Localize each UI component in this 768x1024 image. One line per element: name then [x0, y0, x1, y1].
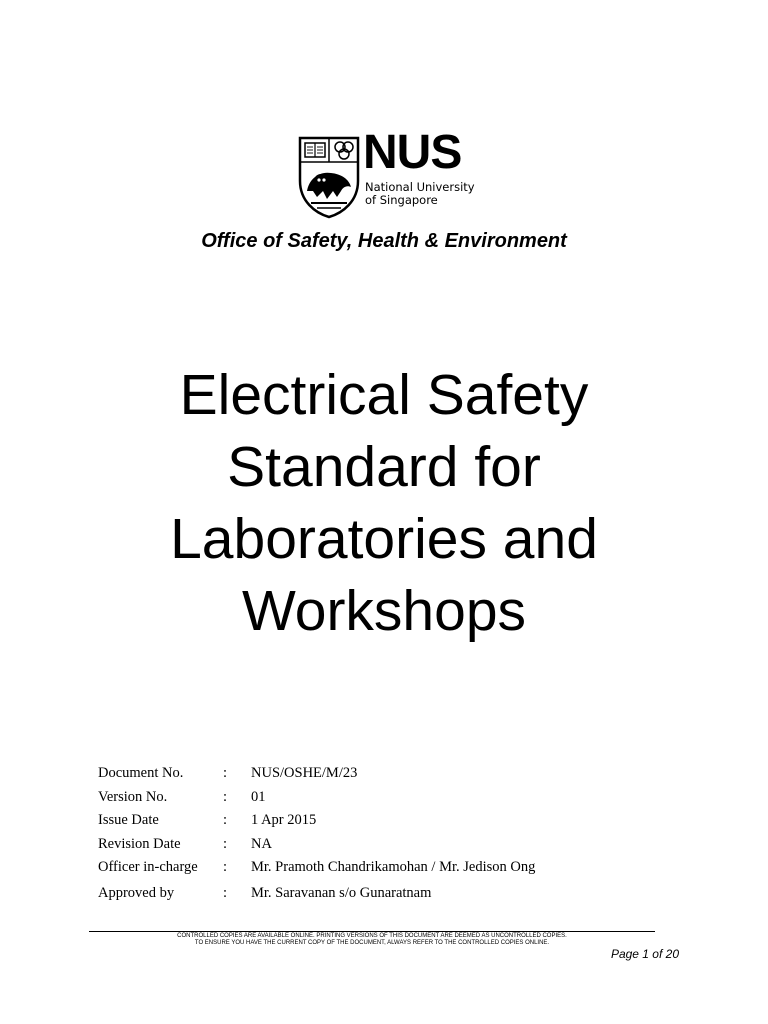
title-line-2: Standard for [227, 435, 541, 499]
nus-logo [297, 126, 477, 219]
meta-label: Issue Date [98, 812, 159, 828]
meta-value: NA [251, 835, 272, 852]
meta-colon: : [223, 812, 228, 828]
meta-value: NUS/OSHE/M/23 [251, 765, 358, 781]
meta-colon: : [223, 835, 228, 852]
page-number: Page 1 of 20 [610, 947, 679, 961]
meta-value: Mr. Pramoth Chandrikamohan / Mr. Jedison Ong [251, 859, 536, 875]
meta-label: Revision Date [98, 835, 181, 852]
title-line-1: Electrical Safety [179, 363, 589, 427]
footer-note-line2: TO ENSURE YOU HAVE THE CURRENT COPY OF THE DOCUMENT, ALWAYS REFER TO THE CONTROLLED COPIES ONLINE. [194, 940, 550, 946]
meta-label: Approved by [98, 884, 175, 901]
nus-crest-icon [297, 135, 361, 219]
document-title [84, 359, 684, 647]
logo-subtitle-line2: of Singapore [365, 193, 438, 207]
meta-colon: : [223, 765, 228, 781]
title-line-4: Workshops [241, 579, 527, 643]
meta-label: Document No. [98, 765, 184, 781]
meta-value: 1 Apr 2015 [251, 812, 317, 828]
meta-colon: : [223, 859, 228, 875]
meta-value: Mr. Saravanan s/o Gunaratnam [251, 884, 432, 901]
logo-subtitle-line1: National University [365, 180, 475, 194]
office-name: Office of Safety, Health & Environment [201, 230, 567, 252]
title-line-3: Laboratories and [170, 507, 598, 571]
meta-colon: : [223, 788, 228, 805]
logo-wordmark: NUS [363, 126, 462, 179]
meta-label: Officer in-charge [98, 859, 198, 875]
footer-note-line1: CONTROLLED COPIES ARE AVAILABLE ONLINE. PRINTING VERSIONS OF THIS DOCUMENT ARE DEEMED AS UNCONTROLLED COPIES. [177, 933, 567, 939]
footer-divider [89, 931, 655, 932]
meta-value: 01 [251, 788, 266, 805]
meta-colon: : [223, 884, 228, 901]
meta-label: Version No. [98, 788, 168, 805]
